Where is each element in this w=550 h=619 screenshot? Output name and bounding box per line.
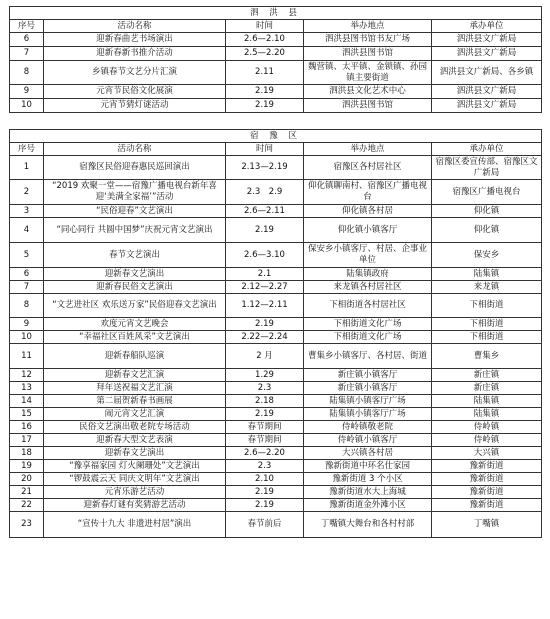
cell-organizer: 保安乡: [432, 243, 542, 268]
cell-activity-name: 宿豫区民俗迎春惠民巡回演出: [44, 156, 226, 180]
cell-time: 2.19: [226, 218, 304, 243]
cell-place: 丁嘴镇大舞台和各村村部: [304, 512, 432, 538]
cell-no: 6: [10, 33, 44, 47]
cell-time: 2.6—3.10: [226, 243, 304, 268]
table-row: [10, 243, 542, 268]
cell-time: 2.19: [226, 318, 304, 331]
cell-place: 来龙镇各村居社区: [304, 281, 432, 294]
cell-activity-name: 拜年送祝福文艺汇演: [44, 382, 226, 395]
header-row: [10, 20, 542, 33]
cell-activity-name: “幸福社区百姓风采”文艺演出: [44, 331, 226, 344]
cell-activity-name: “宣传十九大 非遗进村居”演出: [44, 512, 226, 538]
table-row: [10, 47, 542, 61]
cell-time: 2.5—2.20: [226, 47, 304, 61]
cell-organizer: 泗洪县文广新局: [432, 47, 542, 61]
cell-place: 豫新街道中环名仕家园: [304, 460, 432, 473]
cell-time: 1.12—2.11: [226, 294, 304, 318]
cell-organizer: 陆集镇: [432, 268, 542, 281]
cell-no: 6: [10, 268, 44, 281]
table-body: [10, 33, 542, 113]
cell-time: 2.3 2.9: [226, 180, 304, 205]
cell-activity-name: 元宵节民俗文化展演: [44, 85, 226, 99]
cell-place: 仰化镇各村居: [304, 205, 432, 218]
cell-activity-name: “文艺进社区 欢乐送万家”民俗迎春文艺演出: [44, 294, 226, 318]
cell-organizer: 仰化镇: [432, 218, 542, 243]
table-row: [10, 205, 542, 218]
cell-organizer: 大兴镇: [432, 447, 542, 460]
table-gap: [9, 113, 541, 129]
cell-place: 豫新街道金外滩小区: [304, 499, 432, 512]
cell-organizer: 陆集镇: [432, 395, 542, 408]
cell-time: 2.12—2.27: [226, 281, 304, 294]
cell-place: 陆集镇政府: [304, 268, 432, 281]
cell-organizer: 泗洪县文广新局、各乡镇: [432, 61, 542, 85]
cell-place: 下相街道各村居社区: [304, 294, 432, 318]
cell-organizer: 下相街道: [432, 294, 542, 318]
cell-time: 2.19: [226, 499, 304, 512]
cell-place: 宿豫区各村居社区: [304, 156, 432, 180]
table-row: [10, 99, 542, 113]
cell-time: 2.11: [226, 61, 304, 85]
cell-activity-name: 闹元宵文艺汇演: [44, 408, 226, 421]
header-row: [10, 143, 542, 156]
cell-organizer: 陆集镇: [432, 408, 542, 421]
table-row: [10, 382, 542, 395]
cell-place: 下相街道文化广场: [304, 318, 432, 331]
cell-no: 1: [10, 156, 44, 180]
cell-activity-name: 迎新春灯谜有奖猜游艺活动: [44, 499, 226, 512]
table-row: [10, 85, 542, 99]
cell-no: 5: [10, 243, 44, 268]
table-row: [10, 331, 542, 344]
cell-activity-name: 春节文艺演出: [44, 243, 226, 268]
cell-place: 大兴镇各村居: [304, 447, 432, 460]
table-row: [10, 369, 542, 382]
cell-place: 下相街道文化广场: [304, 331, 432, 344]
cell-organizer: 宿豫区委宣传部、宿豫区文广新局: [432, 156, 542, 180]
cell-no: 10: [10, 331, 44, 344]
cell-time: 2.18: [226, 395, 304, 408]
cell-no: 2: [10, 180, 44, 205]
cell-place: 曹集乡小镇客厅、各村居、街道: [304, 344, 432, 369]
cell-no: 21: [10, 486, 44, 499]
cell-no: 9: [10, 85, 44, 99]
cell-place: 泗洪县文化艺术中心: [304, 85, 432, 99]
sihong-county-table: [9, 6, 542, 113]
cell-time: 2.19: [226, 486, 304, 499]
cell-activity-name: “同心同行 共圆中国梦”庆祝元宵文艺演出: [44, 218, 226, 243]
cell-organizer: 泗洪县文广新局: [432, 85, 542, 99]
cell-organizer: 豫新街道: [432, 460, 542, 473]
cell-time: 2.1: [226, 268, 304, 281]
cell-no: 3: [10, 205, 44, 218]
cell-activity-name: 第二届贺新春书画展: [44, 395, 226, 408]
cell-time: 2.19: [226, 99, 304, 113]
cell-time: 2.3: [226, 382, 304, 395]
table-row: [10, 499, 542, 512]
cell-organizer: 泗洪县文广新局: [432, 33, 542, 47]
col-header-organizer: 承办单位: [432, 143, 542, 156]
cell-organizer: 豫新街道: [432, 486, 542, 499]
cell-no: 9: [10, 318, 44, 331]
cell-no: 16: [10, 421, 44, 434]
cell-no: 13: [10, 382, 44, 395]
cell-activity-name: 欢度元宵文艺晚会: [44, 318, 226, 331]
col-header-no: 序号: [10, 143, 44, 156]
col-header-time: 时间: [226, 143, 304, 156]
cell-place: 泗洪县图书馆: [304, 47, 432, 61]
cell-no: 10: [10, 99, 44, 113]
cell-organizer: 下相街道: [432, 331, 542, 344]
cell-place: 陆集镇小镇客厅广场: [304, 395, 432, 408]
cell-activity-name: 乡镇春节文艺分片汇演: [44, 61, 226, 85]
cell-activity-name: 迎新春大型文艺表演: [44, 434, 226, 447]
table-row: [10, 512, 542, 538]
cell-time: 2.3: [226, 460, 304, 473]
table-row: [10, 486, 542, 499]
cell-activity-name: 元宵乐游艺活动: [44, 486, 226, 499]
cell-activity-name: 迎新春新书推介活动: [44, 47, 226, 61]
cell-activity-name: “2019 欢聚一堂——宿豫广播电视台新年喜迎‘美满全家福’”活动: [44, 180, 226, 205]
cell-place: 仰化镇聊南村、宿豫区广播电视台: [304, 180, 432, 205]
cell-no: 18: [10, 447, 44, 460]
cell-no: 4: [10, 218, 44, 243]
cell-no: 14: [10, 395, 44, 408]
table-row: [10, 33, 542, 47]
cell-organizer: 新庄镇: [432, 369, 542, 382]
table-row: [10, 318, 542, 331]
col-header-time: 时间: [226, 20, 304, 33]
table-row: [10, 460, 542, 473]
cell-activity-name: 元宵节猜灯谜活动: [44, 99, 226, 113]
cell-activity-name: 迎新春船队巡演: [44, 344, 226, 369]
table-row: [10, 180, 542, 205]
cell-activity-name: 迎新春文艺演出: [44, 268, 226, 281]
cell-activity-name: 迎新春文艺演出: [44, 447, 226, 460]
cell-activity-name: “豫享福家园 灯火阑珊处”文艺演出: [44, 460, 226, 473]
col-header-name: 活动名称: [44, 20, 226, 33]
cell-no: 22: [10, 499, 44, 512]
table-row: [10, 61, 542, 85]
cell-place: 仰化镇小镇客厅: [304, 218, 432, 243]
table-body: [10, 156, 542, 538]
cell-place: 新庄镇小镇客厅: [304, 382, 432, 395]
table-row: [10, 421, 542, 434]
col-header-organizer: 承办单位: [432, 20, 542, 33]
table-row: [10, 156, 542, 180]
cell-place: 侍岭镇小镇客厅: [304, 434, 432, 447]
cell-time: 2.10: [226, 473, 304, 486]
table-row: [10, 434, 542, 447]
cell-place: 侍岭镇敬老院: [304, 421, 432, 434]
col-header-name: 活动名称: [44, 143, 226, 156]
event-schedule-document: [9, 6, 541, 538]
cell-organizer: 宿豫区广播电视台: [432, 180, 542, 205]
cell-no: 7: [10, 47, 44, 61]
cell-place: 新庄镇小镇客厅: [304, 369, 432, 382]
col-header-place: 举办地点: [304, 143, 432, 156]
cell-activity-name: 迎新春民俗文艺演出: [44, 281, 226, 294]
cell-activity-name: 民俗文艺演出敬老院专场活动: [44, 421, 226, 434]
table-row: [10, 294, 542, 318]
cell-activity-name: 迎新春曲艺书场演出: [44, 33, 226, 47]
cell-organizer: 曹集乡: [432, 344, 542, 369]
cell-place: 泗洪县图书馆书友广场: [304, 33, 432, 47]
cell-time: 2.13—2.19: [226, 156, 304, 180]
table-row: [10, 218, 542, 243]
cell-organizer: 来龙镇: [432, 281, 542, 294]
cell-time: 春节期间: [226, 434, 304, 447]
cell-activity-name: “锣鼓震云天 同庆文明年”文艺演出: [44, 473, 226, 486]
col-header-no: 序号: [10, 20, 44, 33]
cell-organizer: 侍岭镇: [432, 434, 542, 447]
suyu-district-table: [9, 129, 542, 538]
cell-no: 11: [10, 344, 44, 369]
table-row: [10, 268, 542, 281]
cell-organizer: 丁嘴镇: [432, 512, 542, 538]
cell-time: 春节期间: [226, 421, 304, 434]
cell-time: 2.6—2.10: [226, 33, 304, 47]
table-row: [10, 473, 542, 486]
cell-no: 8: [10, 61, 44, 85]
cell-place: 保安乡小镇客厅、村居、企事业单位: [304, 243, 432, 268]
cell-time: 2.19: [226, 408, 304, 421]
cell-time: 2 月: [226, 344, 304, 369]
cell-organizer: 泗洪县文广新局: [432, 99, 542, 113]
cell-activity-name: “民俗迎春”文艺演出: [44, 205, 226, 218]
region-title: 宿 豫 区: [10, 130, 542, 143]
cell-activity-name: 迎新春文艺汇演: [44, 369, 226, 382]
table-row: [10, 447, 542, 460]
cell-no: 15: [10, 408, 44, 421]
cell-place: 豫新街道水大上海城: [304, 486, 432, 499]
cell-time: 2.22—2.24: [226, 331, 304, 344]
cell-time: 2.19: [226, 85, 304, 99]
cell-time: 1.29: [226, 369, 304, 382]
cell-place: 陆集镇小镇客厅广场: [304, 408, 432, 421]
cell-time: 2.6—2.11: [226, 205, 304, 218]
cell-no: 8: [10, 294, 44, 318]
cell-organizer: 下相街道: [432, 318, 542, 331]
region-title: 泗 洪 县: [10, 7, 542, 20]
table-row: [10, 344, 542, 369]
cell-place: 泗洪县图书馆: [304, 99, 432, 113]
cell-time: 2.6—2.20: [226, 447, 304, 460]
cell-organizer: 豫新街道: [432, 499, 542, 512]
cell-time: 春节前后: [226, 512, 304, 538]
cell-no: 19: [10, 460, 44, 473]
cell-no: 12: [10, 369, 44, 382]
cell-no: 7: [10, 281, 44, 294]
cell-organizer: 新庄镇: [432, 382, 542, 395]
cell-no: 17: [10, 434, 44, 447]
cell-organizer: 侍岭镇: [432, 421, 542, 434]
cell-no: 23: [10, 512, 44, 538]
cell-organizer: 仰化镇: [432, 205, 542, 218]
table-row: [10, 281, 542, 294]
table-row: [10, 408, 542, 421]
col-header-place: 举办地点: [304, 20, 432, 33]
cell-no: 20: [10, 473, 44, 486]
cell-place: 魏营镇、太平镇、金锁镇、孙园镇主要街道: [304, 61, 432, 85]
table-row: [10, 395, 542, 408]
cell-organizer: 豫新街道: [432, 473, 542, 486]
cell-place: 豫新街道 3 个小区: [304, 473, 432, 486]
